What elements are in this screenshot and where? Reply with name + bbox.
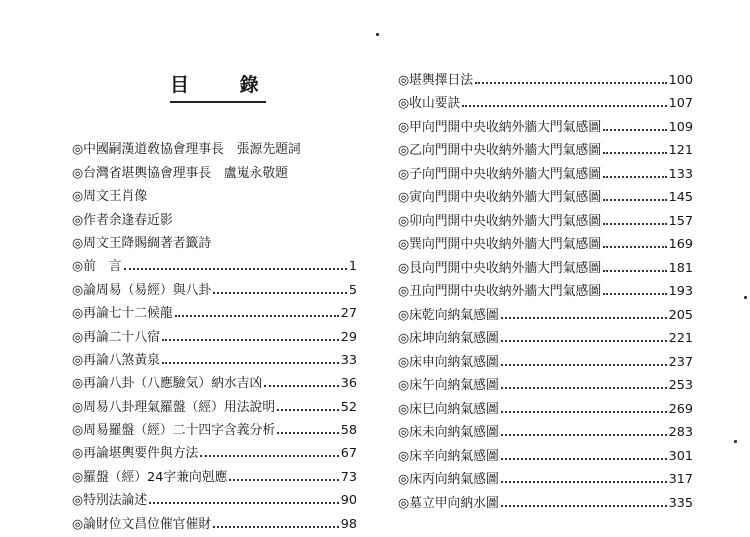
- toc-entry-title: ◎羅盤（經）24字兼向剋應: [72, 469, 228, 485]
- toc-entry-title: ◎再論八煞黃泉: [72, 352, 160, 368]
- toc-entry: [72, 461, 357, 484]
- toc-entry: [72, 508, 357, 531]
- toc-entry-title: ◎作者余逢春近影: [72, 212, 173, 228]
- dot-leader: [501, 387, 667, 389]
- toc-entry-title: ◎收山要訣: [398, 96, 461, 111]
- toc-entry-page: 317: [668, 472, 693, 487]
- dot-leader: [162, 362, 339, 364]
- toc-entry-page: 301: [668, 448, 693, 464]
- toc-entry-title: ◎前 言: [72, 259, 122, 275]
- toc-entry-page: 283: [668, 425, 693, 440]
- toc-entry: [398, 417, 693, 441]
- toc-entry: [398, 440, 693, 464]
- toc-entry-page: 169: [668, 237, 693, 252]
- toc-entry-title: ◎床乾向納氣感圖: [398, 307, 499, 323]
- scan-speck: [734, 440, 737, 443]
- toc-entry: [398, 205, 693, 229]
- toc-entry: [72, 251, 357, 274]
- toc-entry-page: 52: [340, 399, 357, 415]
- toc-entry: [398, 299, 693, 323]
- toc-entry-title: ◎中國嗣漢道敎協會理事長 張源先題詞: [72, 142, 301, 158]
- toc-entry-title: ◎床午向納氣感圖: [398, 378, 499, 393]
- toc-entry: [72, 204, 357, 227]
- toc-entry-title: ◎特別法論述: [72, 493, 148, 509]
- dot-leader: [277, 432, 339, 434]
- toc-entry-title: ◎周易羅盤（經）二十四字含義分析: [72, 423, 276, 439]
- toc-entry-title: ◎甲向門開中央收納外牆大門氣感圖: [398, 119, 602, 135]
- dot-leader: [229, 479, 338, 481]
- toc-entry: [72, 228, 357, 251]
- toc-entry: [398, 464, 693, 488]
- toc-entry: [398, 229, 693, 253]
- toc-entry-page: 29: [340, 329, 357, 345]
- toc-entry: [398, 111, 693, 135]
- toc-entry-title: ◎床巳向納氣感圖: [398, 401, 499, 417]
- toc-entry-page: 205: [668, 307, 693, 323]
- dot-leader: [124, 268, 347, 270]
- toc-entry: [72, 438, 357, 461]
- scan-speck: [376, 33, 379, 36]
- toc-entry: [398, 276, 693, 300]
- dot-leader: [149, 502, 339, 504]
- toc-entry-title: ◎論財位文昌位催官催財: [72, 516, 212, 532]
- toc-entry: [72, 274, 357, 297]
- toc-entry: [72, 345, 357, 368]
- toc-entry: [72, 298, 357, 321]
- toc-entry-page: 5: [348, 282, 357, 298]
- toc-entry: [72, 391, 357, 414]
- dot-leader: [277, 409, 339, 411]
- toc-entry-title: ◎再論二十八宿: [72, 329, 160, 345]
- dot-leader: [462, 105, 666, 107]
- toc-entry: [72, 181, 357, 204]
- toc-entry: [72, 368, 357, 391]
- toc-entry-page: 100: [668, 72, 693, 88]
- toc-entry-title: ◎床未向納氣感圖: [398, 425, 499, 440]
- toc-entry-title: ◎卯向門開中央收納外牆大門氣感圖: [398, 213, 602, 229]
- toc-entry: [398, 323, 693, 347]
- toc-entry: [72, 321, 357, 344]
- toc-entry-title: ◎床丙向納氣感圖: [398, 472, 499, 487]
- toc-entry-page: 58: [340, 423, 357, 439]
- toc-entry: [398, 88, 693, 112]
- toc-entry-title: ◎再論八卦（八應驗気）納水吉凶: [72, 376, 263, 392]
- toc-left-column: [72, 134, 357, 532]
- toc-entry-title: ◎再論堪輿要件與方法: [72, 446, 199, 462]
- dot-leader: [603, 129, 666, 131]
- page-title: 目 錄: [170, 74, 281, 96]
- toc-right-column: [398, 64, 693, 511]
- toc-entry: [398, 346, 693, 370]
- toc-entry-title: ◎寅向門開中央收納外牆大門氣感圖: [398, 190, 602, 205]
- toc-entry: [398, 182, 693, 206]
- toc-entry-title: ◎周文王降賜綢著者籤詩: [72, 235, 212, 251]
- toc-entry-page: 133: [668, 166, 693, 182]
- toc-entry: [72, 134, 357, 157]
- toc-entry-page: 237: [668, 354, 693, 370]
- toc-entry-page: 157: [668, 213, 693, 229]
- toc-entry-page: 27: [340, 306, 357, 322]
- dot-leader: [501, 340, 667, 342]
- toc-entry-page: 253: [668, 378, 693, 393]
- toc-entry-title: ◎巽向門開中央收納外牆大門氣感圖: [398, 237, 602, 252]
- toc-entry: [72, 157, 357, 180]
- toc-entry: [398, 64, 693, 88]
- toc-entry-page: 33: [340, 352, 357, 368]
- toc-entry-title: ◎艮向門開中央收納外牆大門氣感圖: [398, 260, 602, 276]
- toc-entry-page: 181: [668, 260, 693, 276]
- toc-entry: [398, 158, 693, 182]
- title-underline: [170, 101, 266, 103]
- toc-entry-page: 36: [340, 376, 357, 392]
- toc-entry-page: 221: [668, 331, 693, 346]
- toc-entry-page: 73: [340, 469, 357, 485]
- toc-entry-page: 107: [668, 96, 693, 111]
- toc-entry: [398, 252, 693, 276]
- toc-entry: [72, 485, 357, 508]
- toc-entry-title: ◎床辛向納氣感圖: [398, 448, 499, 464]
- toc-entry-page: 145: [668, 190, 693, 205]
- toc-entry-title: ◎床坤向納氣感圖: [398, 331, 499, 346]
- toc-entry-title: ◎周文王肖像: [72, 189, 148, 205]
- dot-leader: [603, 152, 666, 154]
- toc-entry-title: ◎子向門開中央收納外牆大門氣感圖: [398, 166, 602, 182]
- dot-leader: [501, 317, 667, 319]
- toc-entry-page: 335: [668, 495, 693, 511]
- dot-leader: [501, 505, 667, 507]
- toc-entry: [398, 487, 693, 511]
- dot-leader: [501, 481, 667, 483]
- toc-entry: [72, 415, 357, 438]
- dot-leader: [162, 339, 339, 341]
- toc-entry: [398, 393, 693, 417]
- dot-leader: [603, 270, 666, 272]
- toc-entry-title: ◎堪輿擇日法: [398, 72, 474, 88]
- toc-entry-page: 67: [340, 446, 357, 462]
- toc-entry-title: ◎再論七十二候龍: [72, 306, 173, 322]
- dot-leader: [200, 455, 338, 457]
- toc-entry-page: 269: [668, 401, 693, 417]
- scan-speck: [744, 296, 747, 299]
- dot-leader: [603, 293, 666, 295]
- dot-leader: [603, 199, 666, 201]
- toc-entry-page: 121: [668, 143, 693, 158]
- toc-entry-page: 1: [348, 259, 357, 275]
- dot-leader: [175, 315, 339, 317]
- toc-entry-page: 98: [340, 516, 357, 532]
- toc-entry-page: 109: [668, 119, 693, 135]
- dot-leader: [603, 223, 666, 225]
- toc-entry-title: ◎乙向門開中央收納外牆大門氣感圖: [398, 143, 602, 158]
- toc-entry-page: 193: [668, 284, 693, 299]
- toc-entry-title: ◎墓立甲向納水圖: [398, 495, 499, 511]
- dot-leader: [501, 434, 667, 436]
- dot-leader: [501, 411, 667, 413]
- toc-entry-title: ◎床申向納氣感圖: [398, 354, 499, 370]
- dot-leader: [264, 385, 338, 387]
- dot-leader: [213, 292, 347, 294]
- toc-entry-title: ◎論周易（易經）與八卦: [72, 282, 212, 298]
- toc-entry-title: ◎丑向門開中央收納外牆大門氣感圖: [398, 284, 602, 299]
- dot-leader: [475, 82, 666, 84]
- dot-leader: [501, 458, 667, 460]
- toc-entry: [398, 370, 693, 394]
- toc-entry-title: ◎台灣省堪輿協會理事長 盧嵬永敬題: [72, 165, 288, 181]
- toc-entry-title: ◎周易八卦理氣羅盤（經）用法說明: [72, 399, 276, 415]
- toc-entry: [398, 135, 693, 159]
- dot-leader: [501, 364, 667, 366]
- dot-leader: [603, 176, 666, 178]
- dot-leader: [213, 526, 339, 528]
- toc-entry-page: 90: [340, 493, 357, 509]
- dot-leader: [603, 246, 666, 248]
